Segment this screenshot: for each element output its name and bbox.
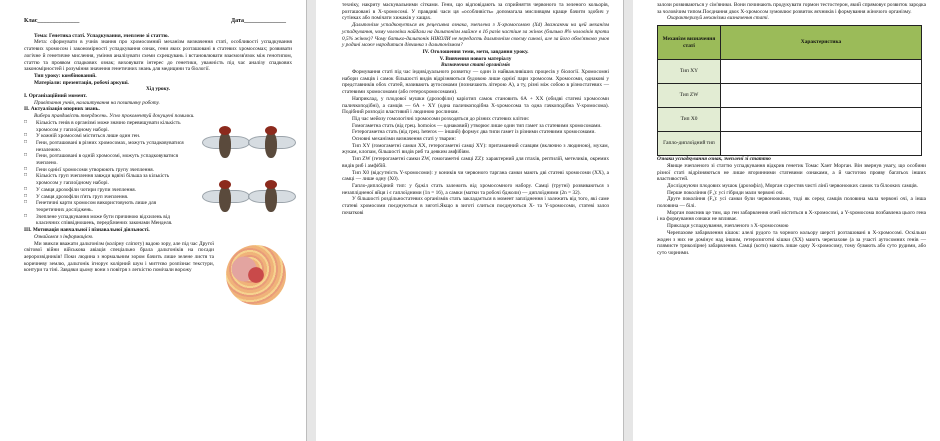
answer-cell[interactable] — [721, 108, 922, 132]
mechanisms-table — [657, 25, 922, 156]
section-2-heading: ІІ. Актуалізація опорних знань. — [24, 106, 100, 113]
table-header-row — [658, 26, 922, 60]
class-field: Клас______________ — [24, 18, 80, 24]
section-4-heading: IV. Оголошення теми, мети, завдання уроку. — [422, 48, 529, 55]
statement-item: □ У самця дрозофіли п'ять груп зчеплення. — [24, 194, 184, 201]
paragraph: Тип XY (гомогаметні самки XX, гетерогаметні самці XY): притаманний ссавцям (включно з людиною), мухам, жукам, клопам, більшості видів риб та деяким амфібіям. — [342, 142, 609, 156]
paragraph: Приклади успадкування, зчепленого з Х-хромосомою — [667, 223, 789, 230]
table-cell: Тип ZW — [658, 84, 721, 108]
paragraph: Наприклад, у плодової мушки (дрозофіли) каріотип самок становить 6А + ХХ (обидві статеві хромосоми паличкоподібні), а самців — 6А + ХY (одна паличкоподібна Х-хромосома та одна гачкоподібна Y-хромосома). Подібний розподіл властивий і людиною рослинам. — [342, 95, 609, 116]
section-3-heading: ІІІ. Мотивація навчальної і пізнавальної діяльності. — [24, 227, 150, 234]
page-1 — [0, 0, 306, 441]
lesson-materials: Матеріали: презентація, робочі аркуші. — [34, 79, 129, 86]
fruit-fly-image — [202, 178, 248, 218]
table-row — [658, 84, 922, 108]
paragraph: залози розвиваються у сім'яники. Вони починають продукувати гормон тестостерон, який спрямовує розвиток зародка за чоловічим типом.Поєднання двох Х-хромосом зумовлює розвиток яєчників і формування жіночого організму. — [657, 2, 926, 15]
paragraph: Перше покоління (F₁): усі гібриди мали червоні очі. — [667, 189, 784, 196]
subsection-heading: Визначення статі організмів — [441, 62, 510, 69]
page-divider — [306, 0, 307, 441]
lesson-goal: Мета: сформувати в учнів знання про хромосомний механізм визначення статі, особливості успадкування статевих хромосом і закономірності успадкування ознак, гени яких розташовані в статевих хромосомах; розвивати логічне й генетичне мислення, уміння аналізувати схеми схрещувань і встановлювати взаємозв'язок між генотипом, статтю та проявом спадкових ознак; виховувати інтерес до генетики, уважність під час аналізу спадкових закономірностей і розуміння значення генетичних знань для медицини та біології. — [24, 39, 292, 73]
answer-cell[interactable] — [721, 60, 922, 84]
lesson-topic: Тема: Генетика статі. Успадкування, зчеплене зі статтю. — [34, 32, 169, 39]
course-heading: Хід уроку. — [146, 86, 170, 93]
page-divider — [623, 0, 624, 441]
page-3 — [633, 0, 940, 441]
section-3-text: Ми звикли вважати дальтонізм (колірну сліпоту) вадою зору, але під час Другої світової війни військова авіація спеціально брала дальтоніків на посади аеророзвідників! Поки людина з нормальним зором бачить лише зелене листя та коричневу землю, дальтонік ігнорує колірний шум і миттєво розпізнає текстури, контури та тіні. Завдяки цьому вони з повітря з легкістю помічали ворожу — [24, 240, 214, 274]
section-3-area — [24, 241, 292, 275]
paragraph: Явище зчепленого зі статтю успадкування відкрив генетик Томас Хант Морган. Він звернув увагу, що особини різної статі відрізняються не лише вторинними статевими ознаками, а й частотою прояву багатьох інших властивостей. — [657, 162, 926, 183]
fruit-fly-image — [202, 124, 248, 164]
paragraph: Формування статі під час індивідуального розвитку — один із найважливіших процесів у біології. Хромосомні набори самців і самок більшості видів відрізняються будовою лише однієї пари хромосом. Хромосоми, однакові у представників обох статей, називають аутосомами (позначають літерою А), а ту, різні між собою в різностатевих — статевими хромосомами (або гетерохромосомами). — [342, 69, 609, 96]
section-5-heading: V. Вивчення нового матеріалу — [439, 55, 512, 62]
table-header-cell: Характеристика — [721, 26, 922, 60]
header-line — [24, 18, 292, 25]
answer-cell[interactable] — [721, 84, 922, 108]
fruit-fly-image — [248, 124, 294, 164]
section-1-heading: І. Організаційний момент. — [24, 93, 87, 100]
table-row — [658, 108, 922, 132]
paragraph: Гапло-диплоїдний тип: у бджіл стать залежить від хромосомного набору. Самці (трутні) розвиваються з незаплідненої яйця і є гаплоїдними (1n = 16), а самки (матки та робочі бджоли) — диплоїдними (2n = 32). — [342, 182, 609, 196]
paragraph: техніку, накриту маскувальними сітками. Гени, що відповідають за сприйняття червоного та зеленого кольорів, розташовані в Х-хромосомі. У правдиві часи ця «особливість» допомагала мисливцям краще бачити здобич у сутінках або помічати хижаків у хащах. — [342, 2, 609, 22]
statement-item: □ Генетичні карти хромосом використовують лише для теоретичних досліджень. — [24, 200, 184, 213]
paragraph: Основні механізми визначення статі у тварин: — [352, 136, 456, 143]
statements-area — [24, 120, 292, 227]
paragraph: Черепахове забарвлення кішок: алелі рудого та чорного кольору шерсті розташовані в Х-хромосомі. Оскільки жоден з них не домінує над іншим, гетерозиготні кішки (ХХ) мають черепахове (а за участі аутосомних генів — плямисте триколірне) забарвлення. Самці (коти) мають лише одну Х-хромосому, тому бувають або суто рудими, або суто чорними. — [657, 229, 926, 256]
statement-list — [24, 120, 184, 227]
statement-item: □ Гени, розташовані в одній хромосомі, можуть успадковуватися зчеплено. — [24, 153, 184, 166]
paragraph: У більшості роздільностатевих організмів стать закладається в момент запліднення і залежить від того, які саме статеві хромосоми поєднуються в зиготі.Якщо в зиготі слиться поєднуються Х- та Y-хромосоми, статеві залоз початкові — [342, 196, 609, 216]
table-cell: Тип Х0 — [658, 108, 721, 132]
statement-item: □ У самця дрозофіли чотири групи зчеплення. — [24, 187, 184, 194]
paragraph: Досліджуючи плодових мушок (дрозофіл), Морган схрестив чисті лінії червонооких самок та білооких самців. — [667, 182, 918, 189]
color-blindness-test-image — [226, 245, 286, 305]
paragraph: Гетерогаметна стать (від грец. heteros — інший) формує два типи гамет із різними статевими хромосомами. — [352, 129, 596, 136]
paragraph: Гомогаметна стать (від грец. homoios — однаковий) утворює лише один тип гамет за статевими хромосомами. — [352, 122, 602, 129]
section-1-note: Привітання учнів, налаштування на позитивну роботу. — [34, 99, 160, 106]
fruit-fly-image — [248, 178, 294, 218]
table-row — [658, 60, 922, 84]
statement-item: □ Кількість груп зчеплення завжди вдвічі більша за кількість хромосом у гаплоїдному наборі. — [24, 173, 184, 186]
paragraph: Морган пояснив це тим, що ген забарвлення очей міститься в Х-хромосомі, а Y-хромосома позбавлена цього гена і на формування ознаки не впливає. — [657, 209, 926, 223]
section-2-note: Вибери правдивість тверджень. Усно прокоментуй докущені помилки. — [34, 113, 195, 120]
paragraph: Друге покоління (F₂): усі самки були червоноокими, тоді як серед самців половина мала червоні очі, а інша половина — білі. — [657, 196, 926, 210]
statement-item: □ Гени однієї хромосоми утворюють групу зчеплення. — [24, 167, 184, 174]
statement-item: □ У кожній хромосомі міститься лише один ген. — [24, 133, 184, 140]
section-3-note: Ознайомся з інформацією. — [34, 233, 94, 240]
answer-cell[interactable] — [721, 132, 922, 156]
date-field: Дата______________ — [231, 18, 286, 24]
subsection-heading: Ознаки успадкування ознак, зчеплені зі статтю — [657, 156, 771, 163]
statement-item: □ Зчеплене успадкування може бути причиною відхилень від класичних співвідношень, передбачених законами Менделя. — [24, 214, 184, 227]
table-cell: Гапло-диплоїдний тип — [658, 132, 721, 156]
table-header-cell: Механізм визначення статі — [658, 26, 721, 60]
table-row — [658, 132, 922, 156]
paragraph: Тип ZW (гетерогаметні самки ZW, гомогаметні самці ZZ): характерний для птахів, рептилій, метеликів, окремих видів риб і амфібій. — [342, 156, 609, 169]
paragraph: Під час мейозу гомологічні хромосоми розходяться до різних статевих клітин: — [352, 115, 530, 122]
table-caption: Охарактеризуй механізми визначення статі. — [667, 15, 769, 22]
page-2 — [316, 0, 623, 441]
statement-item: □ Кількість генів в організмі може значно перевищувати кількість хромосом у гаплоїдному наборі. — [24, 120, 184, 133]
paragraph: Тип Х0 (відсутність Y-хромосоми): у коників чи червоного таргана самки мають дві статеві хромосоми (ХХ), а самці — лише одну (Х0). — [342, 169, 609, 183]
question-paragraph: Дальтонізм успадковується як рецесивна ознака, зчеплена з Х-хромосомою (Xd) Зважаючи на цей механізм успадкування, чому чоловіки найдали на дальтонізм майже в 16 разів частіше за жінок (близько 8% чоловіків проти 0,5% жінок)? Чому батько-дальтонік НІКОЛИ не передасть дальтонізм своєму синові, але за його обов'язково умов у родині може народитися дівчинка з дальтонізмом? — [342, 22, 609, 49]
table-cell: Тип XY — [658, 60, 721, 84]
lesson-type: Тип уроку: комбінований. — [34, 72, 97, 79]
statement-item: □ Гени, розташовані в різних хромосомах, можуть успадковуватися незалежно. — [24, 140, 184, 153]
